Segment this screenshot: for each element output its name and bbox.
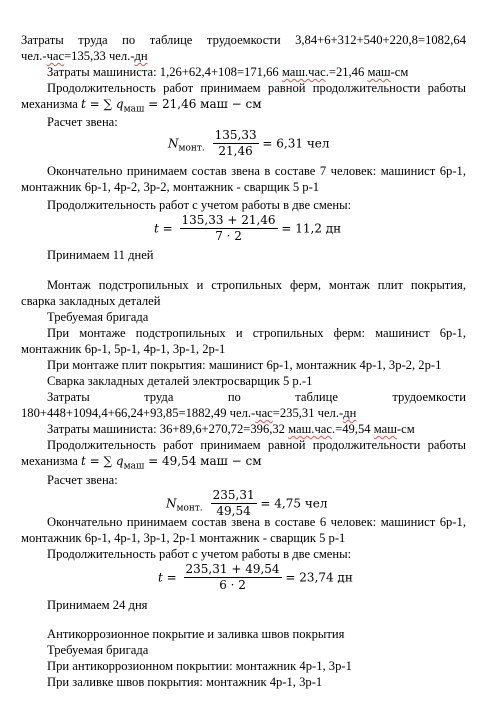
text-line: монтажник 6р-1, 4р-2, 3р-2, монтажник - сварщик 5 р-1	[21, 180, 320, 194]
paragraph-accept-days-2	[0, 597, 483, 613]
text-line: Антикоррозионное покрытие и заливка швов покрытия	[47, 627, 345, 641]
spellcheck-word: дн	[134, 49, 148, 63]
math-expression: t = ∑ q	[81, 97, 124, 111]
paragraph-joint-filling	[0, 674, 483, 690]
math-subscript: монт.	[178, 143, 205, 154]
text-span: Затраты машиниста: 36+89,6+270,72=396,32	[47, 422, 289, 436]
text-span: механизма	[21, 454, 82, 468]
section-heading-anticorrosion	[0, 626, 483, 642]
math-symbol: N	[166, 496, 177, 511]
section-heading-trusses-cont	[0, 293, 483, 309]
paragraph-two-shifts-2	[0, 546, 483, 562]
denominator: 49,54	[216, 504, 251, 518]
spellcheck-word: маш	[367, 65, 391, 79]
math-expression: = 21,46 маш − см	[144, 97, 262, 111]
paragraph-anticorrosion	[0, 658, 483, 674]
text-line: При монтаже плит покрытия: машинист 6р-1, монтажник 4р-1, 3р-2, 2р-1	[47, 358, 442, 372]
math-result: = 6,31 чел	[262, 136, 330, 151]
paragraph-final-crew-2-cont	[0, 530, 483, 546]
paragraph-labor-costs-2-cont	[0, 405, 483, 421]
spellcheck-word: маш.час	[288, 422, 332, 436]
text-line: сварка закладных деталей	[21, 294, 161, 308]
math-result: = 11,2 дн	[281, 221, 342, 236]
text-span: =235,31 чел.-	[272, 406, 344, 420]
math-symbol: t =	[158, 570, 177, 585]
spellcheck-word: маш.час	[281, 65, 326, 79]
text-line: Расчет звена:	[47, 115, 118, 129]
fraction	[213, 128, 259, 159]
text-span: 180+448+1094,4+66,24+93,85=1882,49 чел.-	[21, 406, 256, 420]
text-line: Продолжительность работ с учетом работы в две смены:	[47, 198, 352, 212]
required-crew-label	[0, 309, 483, 325]
text-line: Окончательно принимаем состав звена в составе 6 человек: машинист 6р-1,	[47, 515, 466, 529]
text-line: Продолжительность работ принимаем равной продолжительности работы	[47, 438, 466, 452]
paragraph-final-crew-2	[0, 514, 483, 530]
spellcheck-word: маш	[373, 422, 397, 436]
fraction	[180, 213, 278, 244]
paragraph-slab-install	[0, 357, 483, 373]
paragraph-two-shifts	[0, 197, 483, 213]
text-word: Затраты	[47, 390, 90, 404]
spellcheck-word: час	[46, 49, 65, 63]
text-line: Монтаж подстропильных и стропильных ферм, монтаж плит покрытия,	[47, 278, 466, 292]
text-line: Затраты труда по таблице трудоемкости 3,84+6+312+540+220,8=1082,64	[21, 33, 466, 47]
paragraph-truss-install	[0, 325, 483, 341]
paragraph-labor-costs	[0, 32, 483, 48]
paragraph-labor-costs-cont	[0, 48, 483, 64]
numerator: 135,33	[214, 128, 257, 142]
heading-crew-calc-2	[0, 472, 483, 488]
text-line: Расчет звена:	[47, 473, 118, 487]
denominator: 21,46	[218, 144, 253, 158]
section-heading-trusses	[0, 277, 483, 293]
text-line: Требуемая бригада	[47, 310, 149, 324]
math-symbol: N	[168, 136, 179, 151]
text-line: Окончательно принимаем состав звена в составе 7 человек: машинист 6р-1,	[47, 164, 466, 178]
text-span: механизма	[21, 97, 82, 111]
text-span: Затраты машиниста: 1,26+62,4+108=171,66	[47, 65, 282, 79]
text-line: Продолжительность работ принимаем равной продолжительности работы	[47, 81, 466, 95]
text-span: чел.-	[21, 49, 47, 63]
paragraph-duration-2	[0, 437, 483, 453]
text-word: по	[227, 390, 241, 404]
text-line: Продолжительность работ с учетом работы в две смены:	[47, 547, 352, 561]
spellcheck-word: дн	[343, 406, 357, 420]
text-line: При антикоррозионном покрытии: монтажник 4р-1, 3р-1	[47, 659, 352, 673]
paragraph-final-crew-cont	[0, 179, 483, 195]
text-line: При заливке швов покрытия: монтажник 4р-1, 3р-1	[47, 675, 323, 689]
text-word: таблице	[295, 390, 338, 404]
text-span: =135,33 чел.-	[64, 49, 135, 63]
math-symbol: t =	[154, 221, 173, 236]
paragraph-labor-costs-2	[0, 389, 483, 405]
numerator: 235,31 + 49,54	[185, 562, 280, 576]
text-word: трудоемкости	[392, 390, 466, 404]
text-line: Принимаем 11 дней	[47, 248, 154, 262]
text-span: -см	[390, 65, 409, 79]
math-result: = 23,74 дн	[285, 570, 353, 585]
paragraph-truss-install-cont	[0, 341, 483, 357]
math-subscript: маш	[123, 104, 145, 115]
paragraph-final-crew	[0, 163, 483, 179]
text-line: монтажник 6р-1, 4р-1, 3р-1, 2р-1 монтажник - сварщик 5 р-1	[21, 531, 346, 545]
paragraph-duration-2-cont	[0, 453, 483, 472]
math-subscript: монт.	[176, 503, 203, 514]
math-result: = 4,75 чел	[260, 496, 328, 511]
paragraph-duration	[0, 80, 483, 96]
numerator: 235,31	[212, 488, 255, 502]
text-word: труда	[144, 390, 174, 404]
formula-duration-2	[158, 562, 353, 593]
formula-duration-1	[154, 213, 341, 244]
formula-crew-size-1	[168, 128, 329, 159]
paragraph-duration-cont	[0, 96, 483, 115]
text-span: .=49,54	[331, 422, 374, 436]
paragraph-machinist-costs	[0, 64, 483, 80]
paragraph-welding	[0, 373, 483, 389]
text-line: Принимаем 24 дня	[47, 598, 148, 612]
math-expression: = 49,54 маш − см	[144, 454, 262, 468]
text-line: монтажник 6р-1, 5р-1, 4р-1, 3р-1, 2р-1	[21, 342, 226, 356]
numerator: 135,33 + 21,46	[181, 213, 276, 227]
text-line: При монтаже подстропильных и стропильных ферм: машинист 6р-1,	[47, 326, 466, 340]
fraction	[184, 562, 282, 593]
paragraph-accept-days	[0, 247, 483, 263]
required-crew-label-2	[0, 642, 483, 658]
text-line: Требуемая бригада	[47, 643, 149, 657]
text-span: -см	[396, 422, 415, 436]
text-span: .=21,46	[325, 65, 368, 79]
math-expression: t = ∑ q	[81, 454, 124, 468]
text-line: Сварка закладных деталей электросварщик 5 р.-1	[47, 374, 313, 388]
denominator: 6 · 2	[219, 578, 246, 592]
denominator: 7 · 2	[215, 229, 242, 243]
math-subscript: маш	[123, 461, 145, 472]
paragraph-machinist-costs-2	[0, 421, 483, 437]
spellcheck-word: час	[255, 406, 273, 420]
